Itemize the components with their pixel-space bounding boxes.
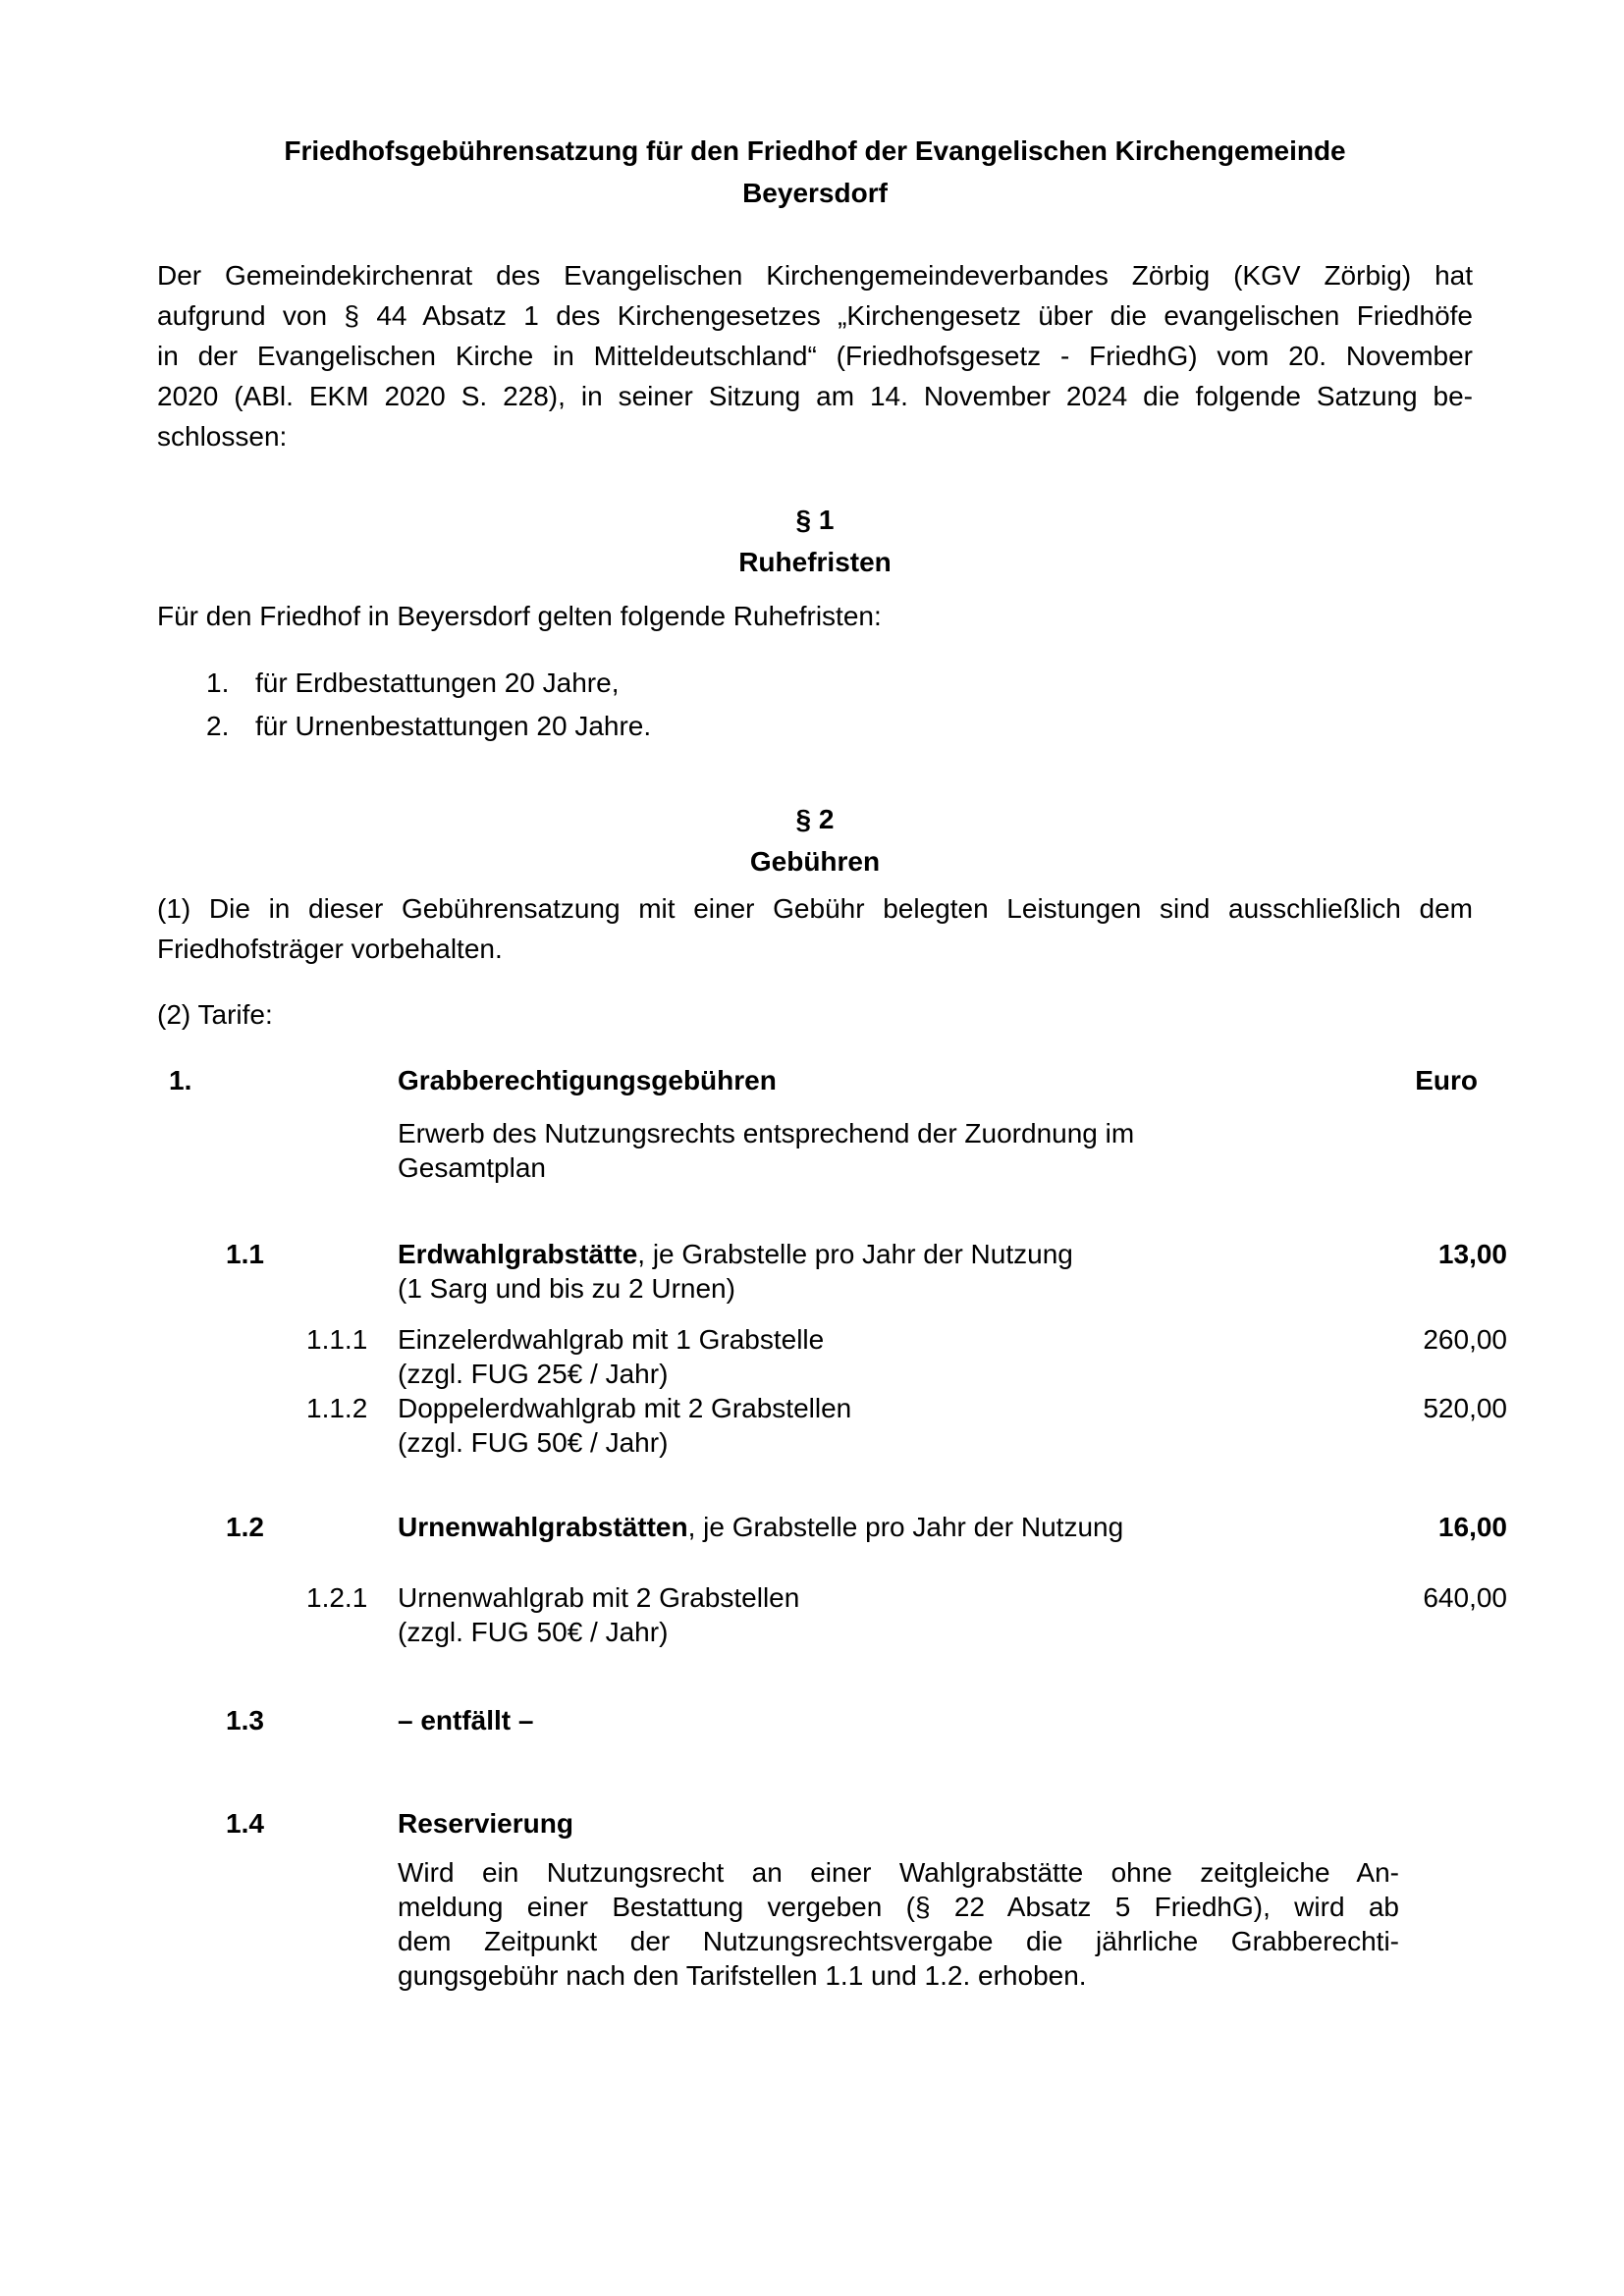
tariff-number: 1. <box>169 1065 192 1095</box>
tariff-subtext: Erwerb des Nutzungsrechts entsprechend der Zuordnung im Gesamtplan <box>398 1118 1135 1183</box>
list-item-number: 1. <box>206 667 230 698</box>
tariff-description <box>398 1580 1399 1649</box>
section-1-number: § 1 <box>795 505 835 535</box>
tariff-text: Einzelerdwahlgrab mit 1 Grabstelle <box>398 1324 825 1355</box>
document-title <box>157 130 1473 214</box>
tariff-amount: 13,00 <box>1437 1239 1507 1269</box>
euro-column-header: Euro <box>1415 1065 1478 1095</box>
section-2-paragraph-1 <box>157 888 1473 969</box>
list-item-number: 2. <box>206 711 230 741</box>
preamble-line: Der Gemeindekirchenrat des Evangelischen Kirchengemeindeverbandes Zörbig (KGV Zörbig) hat <box>157 260 1473 291</box>
tariff-amount: 16,00 <box>1437 1512 1507 1542</box>
tariff-description <box>398 1806 1399 1993</box>
paragraph-line: Friedhofsträger vorbehalten. <box>157 934 503 964</box>
tariff-description <box>398 1510 1399 1544</box>
tariff-note: (zzgl. FUG 50€ / Jahr) <box>398 1617 669 1647</box>
ruhefristen-list <box>157 666 1473 743</box>
tariff-description <box>398 1703 1399 1737</box>
tariff-title-line: Erdwahlgrabstätte, je Grabstelle pro Jahr der Nutzung <box>398 1239 1073 1269</box>
tariff-title: – entfällt – <box>398 1705 534 1735</box>
tariff-description <box>398 1391 1399 1460</box>
list-item <box>157 666 1473 700</box>
tariff-number: 1.1.1 <box>306 1324 368 1355</box>
tariff-row-1-1-2 <box>157 1391 1507 1460</box>
paragraph-line: (1) Die in dieser Gebührensatzung mit einer Gebühr belegten Leistungen sind ausschließlich dem <box>157 893 1473 924</box>
tariff-row-1-1 <box>157 1237 1507 1306</box>
preamble-paragraph <box>157 255 1473 456</box>
tariff-text: Doppelerdwahlgrab mit 2 Grabstellen <box>398 1393 852 1423</box>
tariff-row-1-1-1 <box>157 1322 1507 1391</box>
tariff-number: 1.1.2 <box>306 1393 368 1423</box>
section-2-paragraph-2: (2) Tarife: <box>157 999 273 1030</box>
section-1-heading <box>157 499 1473 583</box>
preamble-line: 2020 (ABl. EKM 2020 S. 228), in seiner Sitzung am 14. November 2024 die folgende Satzung be- <box>157 381 1473 411</box>
preamble-line: in der Evangelischen Kirche in Mitteldeutschland“ (Friedhofsgesetz - FriedhG) vom 20. November <box>157 341 1473 371</box>
section-2-title: Gebühren <box>749 846 881 877</box>
tariff-text: Urnenwahlgrab mit 2 Grabstellen <box>398 1582 800 1613</box>
tariff-row-1-4 <box>157 1806 1507 1993</box>
tariff-row-1-2-1 <box>157 1580 1507 1649</box>
title-line-1: Friedhofsgebührensatzung für den Friedhof der Evangelischen Kirchengemeinde <box>284 135 1346 166</box>
tariff-row-1-2 <box>157 1510 1507 1544</box>
list-item-text: für Erdbestattungen 20 Jahre, <box>255 667 620 698</box>
tariff-amount: 520,00 <box>1423 1393 1507 1423</box>
tariff-title-line: Urnenwahlgrabstätten, je Grabstelle pro Jahr der Nutzung <box>398 1512 1124 1542</box>
tariff-number: 1.2 <box>226 1512 264 1542</box>
preamble-line: schlossen: <box>157 421 288 452</box>
tariff-amount: 640,00 <box>1423 1582 1507 1613</box>
tariff-number: 1.3 <box>226 1705 264 1735</box>
tariff-table <box>157 1063 1507 1993</box>
tariff-number: 1.2.1 <box>306 1582 368 1613</box>
preamble-line: aufgrund von § 44 Absatz 1 des Kirchengesetzes „Kirchengesetz über die evangelischen Friedhöfe <box>157 300 1473 331</box>
tariff-title: Grabberechtigungsgebühren <box>398 1065 777 1095</box>
section-1-intro: Für den Friedhof in Beyersdorf gelten folgende Ruhefristen: <box>157 601 882 631</box>
tariff-row-1 <box>157 1063 1507 1185</box>
title-line-2: Beyersdorf <box>742 178 888 208</box>
list-item-text: für Urnenbestattungen 20 Jahre. <box>255 711 652 741</box>
tariff-row-1-3 <box>157 1703 1507 1737</box>
tariff-description <box>398 1322 1399 1391</box>
tariff-note: (zzgl. FUG 50€ / Jahr) <box>398 1427 669 1458</box>
section-2-number: § 2 <box>795 804 835 834</box>
tariff-description <box>398 1063 1399 1185</box>
list-item <box>157 709 1473 743</box>
tariff-note: (1 Sarg und bis zu 2 Urnen) <box>398 1273 735 1304</box>
section-2-heading <box>157 798 1473 882</box>
tariff-amount: 260,00 <box>1423 1324 1507 1355</box>
tariff-paragraph: Wird ein Nutzungsrecht an einer Wahlgrabstätte ohne zeitgleiche An- meldung einer Bestattung vergeben (§ 22 Absatz 5 FriedhG), wird ab dem Zeitpunkt der Nutzungsrechtsvergabe die jährliche Grabberechti- gungsgebühr nach den Tarifstellen 1.1 und 1.2. erhoben. <box>398 1857 1399 1991</box>
tariff-title: Reservierung <box>398 1808 573 1839</box>
section-1-title: Ruhefristen <box>738 547 892 577</box>
tariff-note: (zzgl. FUG 25€ / Jahr) <box>398 1359 669 1389</box>
tariff-number: 1.1 <box>226 1239 264 1269</box>
tariff-number: 1.4 <box>226 1808 264 1839</box>
tariff-description <box>398 1237 1399 1306</box>
